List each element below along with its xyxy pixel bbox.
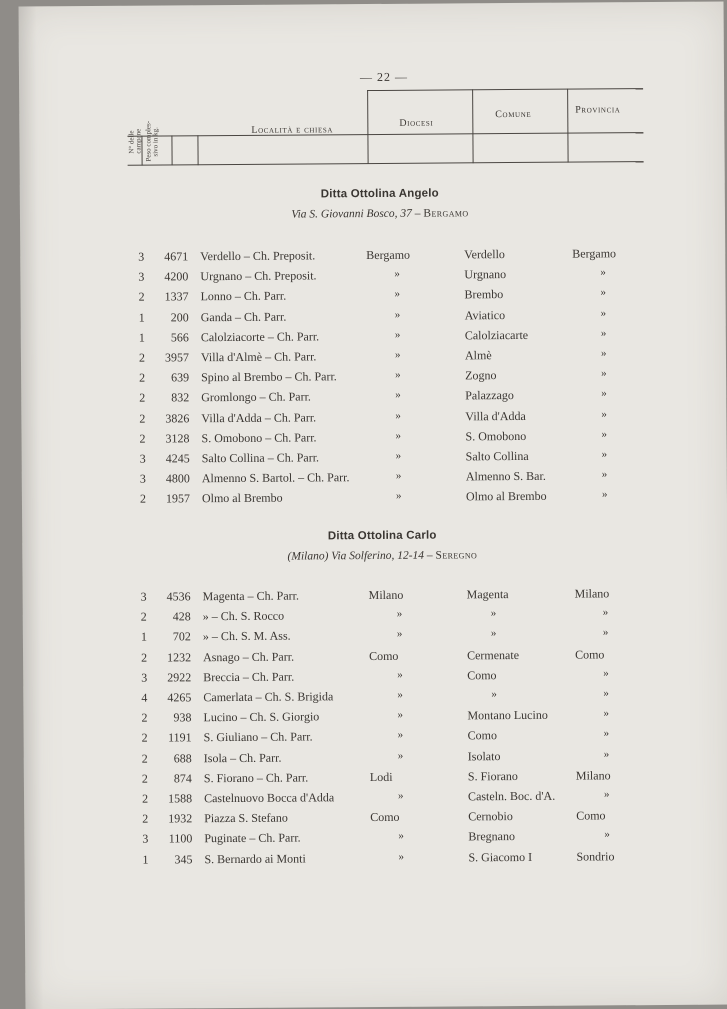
cell-diocesi: » xyxy=(396,607,403,621)
cell-diocesi: » xyxy=(397,789,404,802)
cell-numero: 2 xyxy=(139,411,146,426)
cell-diocesi: » xyxy=(395,469,402,483)
cell-localita: Urgnano – Ch. Preposit. xyxy=(200,268,317,284)
cell-diocesi: » xyxy=(398,850,404,863)
cell-provincia: » xyxy=(603,788,610,801)
cell-diocesi: » xyxy=(395,409,401,422)
cell-comune: Montano Lucino xyxy=(467,707,548,723)
cell-peso: 4536 xyxy=(166,589,191,604)
cell-localita: Almenno S. Bartol. – Ch. Parr. xyxy=(201,470,350,486)
cell-localita: Camerlata – Ch. S. Brigida xyxy=(203,689,334,705)
cell-peso: 3128 xyxy=(165,431,190,446)
header-rule-mid xyxy=(127,132,643,137)
cell-provincia: » xyxy=(600,327,607,340)
cell-provincia: » xyxy=(601,468,608,481)
cell-diocesi: » xyxy=(395,369,401,382)
cell-diocesi: » xyxy=(397,708,404,722)
cell-provincia: » xyxy=(601,488,608,501)
document-page xyxy=(19,2,727,1009)
cell-comune: Almenno S. Bar. xyxy=(465,468,546,484)
cell-comune: Verdello xyxy=(464,247,505,262)
cell-peso: 1232 xyxy=(167,649,192,665)
section-address-city: Seregno xyxy=(435,549,478,562)
cell-localita: Puginate – Ch. Parr. xyxy=(204,830,301,846)
cell-provincia: » xyxy=(603,687,609,700)
cell-numero: 2 xyxy=(140,609,147,624)
cell-provincia: » xyxy=(601,387,607,400)
cell-provincia: » xyxy=(600,286,607,299)
section-address xyxy=(170,206,590,221)
cell-provincia: » xyxy=(604,828,610,841)
cell-diocesi: » xyxy=(394,308,401,321)
cell-comune: » xyxy=(491,688,497,701)
section-address-text: (Milano) Via Solferino, 12-14 – xyxy=(287,549,436,563)
cell-provincia: Milano xyxy=(575,768,611,783)
cell-comune: Salto Collina xyxy=(465,448,529,464)
header-diocesi: Diocesi xyxy=(399,117,434,129)
cell-localita: Piazza S. Stefano xyxy=(204,810,288,826)
cell-numero: 1 xyxy=(138,330,145,345)
cell-comune: Cernobio xyxy=(468,809,513,824)
cell-provincia: » xyxy=(600,266,606,279)
cell-comune: Como xyxy=(467,728,498,743)
cell-comune: Casteln. Boc. d'A. xyxy=(467,788,556,804)
cell-comune: S. Fiorano xyxy=(467,768,518,784)
cell-localita: » – Ch. S. M. Ass. xyxy=(202,628,291,644)
cell-peso: 938 xyxy=(173,710,192,725)
header-divider xyxy=(367,90,369,164)
cell-localita: Magenta – Ch. Parr. xyxy=(202,588,300,604)
cell-peso: 1932 xyxy=(168,811,193,826)
cell-localita: » – Ch. S. Rocco xyxy=(202,608,285,624)
cell-localita: Asnago – Ch. Parr. xyxy=(203,649,295,664)
cell-peso: 1191 xyxy=(168,730,192,745)
section-address-text: Via S. Giovanni Bosco, 37 – xyxy=(291,207,424,221)
cell-comune: Bregnano xyxy=(468,829,516,844)
cell-diocesi: » xyxy=(394,268,400,281)
cell-peso: 200 xyxy=(170,309,189,325)
cell-peso: 639 xyxy=(171,370,190,385)
cell-peso: 428 xyxy=(172,609,191,624)
cell-peso: 4265 xyxy=(167,690,192,705)
cell-localita: Gromlongo – Ch. Parr. xyxy=(201,389,311,405)
cell-diocesi: » xyxy=(394,328,401,341)
cell-localita: S. Fiorano – Ch. Parr. xyxy=(203,770,309,785)
cell-localita: Ganda – Ch. Parr. xyxy=(200,309,287,324)
cell-localita: Castelnuovo Bocca d'Adda xyxy=(203,790,335,806)
cell-numero: 2 xyxy=(138,350,146,365)
cell-diocesi: » xyxy=(394,288,401,301)
cell-numero: 3 xyxy=(142,831,149,847)
cell-peso: 1588 xyxy=(167,791,193,806)
cell-diocesi: » xyxy=(395,389,401,402)
cell-provincia: » xyxy=(603,667,609,680)
cell-diocesi: » xyxy=(395,449,402,462)
cell-diocesi: » xyxy=(396,628,403,641)
cell-peso: 4200 xyxy=(164,269,189,284)
cell-localita: Olmo al Brembo xyxy=(201,491,283,506)
cell-provincia: » xyxy=(603,707,610,720)
section-title: Ditta Ottolina Carlo xyxy=(327,529,437,543)
cell-peso: 345 xyxy=(174,851,193,866)
cell-provincia: » xyxy=(601,367,607,380)
cell-localita: Isola – Ch. Parr. xyxy=(203,750,282,765)
cell-diocesi: Como xyxy=(370,810,400,825)
cell-numero: 2 xyxy=(139,491,146,507)
cell-provincia: » xyxy=(600,306,607,320)
table-header xyxy=(127,88,644,166)
cell-comune: Como xyxy=(467,667,497,683)
cell-localita: Breccia – Ch. Parr. xyxy=(203,669,295,684)
cell-numero: 2 xyxy=(141,650,148,665)
cell-localita: Villa d'Adda – Ch. Parr. xyxy=(201,409,317,425)
cell-diocesi: » xyxy=(397,749,404,762)
cell-localita: S. Giuliano – Ch. Parr. xyxy=(203,729,313,745)
cell-diocesi: » xyxy=(394,348,401,361)
section-address xyxy=(172,548,592,563)
cell-peso: 3957 xyxy=(164,350,190,365)
cell-diocesi: » xyxy=(397,668,403,681)
table-row xyxy=(22,488,727,513)
cell-localita: Lucino – Ch. S. Giorgio xyxy=(203,709,320,725)
cell-localita: Salto Collina – Ch. Parr. xyxy=(201,450,320,466)
header-peso: Peso comples-sivo in kg. xyxy=(144,121,160,162)
cell-peso: 1957 xyxy=(165,491,190,506)
cell-localita: S. Bernardo ai Monti xyxy=(204,851,306,866)
header-divider xyxy=(567,89,569,163)
cell-comune: Zogno xyxy=(465,368,497,383)
cell-numero: 3 xyxy=(141,670,148,685)
cell-provincia: » xyxy=(601,407,607,421)
cell-comune: Almè xyxy=(464,348,492,363)
cell-comune: Villa d'Adda xyxy=(465,408,526,423)
header-comune: Comune xyxy=(495,108,532,121)
cell-numero: 2 xyxy=(141,771,148,786)
cell-comune: Olmo al Brembo xyxy=(465,489,547,504)
cell-comune: Isolato xyxy=(467,748,501,763)
cell-localita: Spino al Brembo – Ch. Parr. xyxy=(201,369,337,385)
cell-diocesi: Milano xyxy=(368,587,404,603)
cell-comune: Brembo xyxy=(464,287,504,302)
cell-diocesi: » xyxy=(395,429,402,442)
cell-diocesi: » xyxy=(395,490,402,503)
cell-peso: 832 xyxy=(171,390,190,405)
cell-numero: 1 xyxy=(142,852,149,867)
cell-numero: 2 xyxy=(142,811,149,826)
cell-comune: Aviatico xyxy=(464,307,506,322)
cell-provincia: » xyxy=(603,747,610,760)
cell-peso: 702 xyxy=(172,629,191,644)
cell-comune: » xyxy=(490,627,497,640)
cell-peso: 3826 xyxy=(165,410,190,426)
cell-comune: » xyxy=(490,607,497,620)
cell-peso: 1337 xyxy=(164,289,189,304)
header-divider xyxy=(197,135,198,165)
cell-provincia: » xyxy=(602,626,609,639)
header-localita: Località e chiesa xyxy=(251,124,334,136)
cell-provincia: Sondrio xyxy=(576,848,615,864)
cell-diocesi: Como xyxy=(368,648,399,663)
cell-localita: Lonno – Ch. Parr. xyxy=(200,289,287,304)
cell-peso: 688 xyxy=(173,750,192,766)
cell-numero: 3 xyxy=(139,451,146,466)
header-rule-bottom xyxy=(128,161,644,166)
cell-peso: 4671 xyxy=(164,249,189,264)
cell-numero: 3 xyxy=(140,589,147,604)
cell-provincia: » xyxy=(602,606,609,619)
cell-peso: 1100 xyxy=(168,831,193,846)
cell-comune: Palazzago xyxy=(465,388,514,403)
section-title: Ditta Ottolina Angelo xyxy=(320,187,439,201)
cell-localita: Calolziacorte – Ch. Parr. xyxy=(200,329,320,345)
cell-numero: 2 xyxy=(139,431,146,446)
cell-comune: S. Giacomo I xyxy=(468,849,533,864)
cell-diocesi: Lodi xyxy=(369,769,393,784)
cell-peso: 4800 xyxy=(165,471,190,486)
cell-numero: 4 xyxy=(141,690,148,705)
cell-provincia: » xyxy=(601,448,608,461)
cell-peso: 4245 xyxy=(165,451,190,466)
cell-provincia: » xyxy=(603,727,610,740)
cell-comune: Urgnano xyxy=(464,267,507,282)
cell-provincia: Bergamo xyxy=(572,246,617,261)
cell-numero: 2 xyxy=(139,370,146,385)
cell-peso: 2922 xyxy=(167,670,192,685)
header-rule-top xyxy=(367,88,643,91)
cell-diocesi: » xyxy=(397,688,403,701)
page-number: — 22 — xyxy=(359,69,409,85)
cell-diocesi: Bergamo xyxy=(366,247,411,263)
cell-provincia: Como xyxy=(574,646,605,662)
cell-localita: S. Omobono – Ch. Parr. xyxy=(201,430,317,446)
cell-diocesi: » xyxy=(397,729,404,742)
cell-diocesi: » xyxy=(398,830,404,843)
cell-comune: S. Omobono xyxy=(465,428,527,444)
cell-numero: 3 xyxy=(138,249,145,264)
cell-numero: 2 xyxy=(139,390,146,406)
table-row xyxy=(24,848,727,873)
cell-numero: 2 xyxy=(141,730,148,746)
header-divider xyxy=(472,89,474,163)
cell-provincia: Como xyxy=(576,808,606,823)
cell-provincia: » xyxy=(600,347,607,360)
cell-localita: Verdello – Ch. Preposit. xyxy=(200,248,316,264)
cell-localita: Villa d'Almè – Ch. Parr. xyxy=(200,349,317,365)
header-numero: N° delle campane xyxy=(127,129,143,155)
cell-numero: 2 xyxy=(141,751,148,766)
cell-peso: 874 xyxy=(173,771,192,786)
cell-provincia: Milano xyxy=(574,586,610,601)
header-provincia: Provincia xyxy=(575,104,621,116)
cell-numero: 3 xyxy=(138,269,145,284)
section-address-city: Bergamo xyxy=(423,207,469,220)
cell-numero: 3 xyxy=(139,471,146,486)
cell-provincia: » xyxy=(601,428,608,441)
cell-numero: 2 xyxy=(141,791,149,806)
cell-comune: Cermenate xyxy=(466,647,520,662)
cell-comune: Calolziacarte xyxy=(464,327,529,343)
cell-numero: 1 xyxy=(138,310,145,325)
cell-numero: 2 xyxy=(138,289,145,305)
cell-peso: 566 xyxy=(170,330,189,345)
cell-numero: 2 xyxy=(141,710,148,725)
cell-numero: 1 xyxy=(140,629,147,645)
cell-comune: Magenta xyxy=(466,587,509,602)
